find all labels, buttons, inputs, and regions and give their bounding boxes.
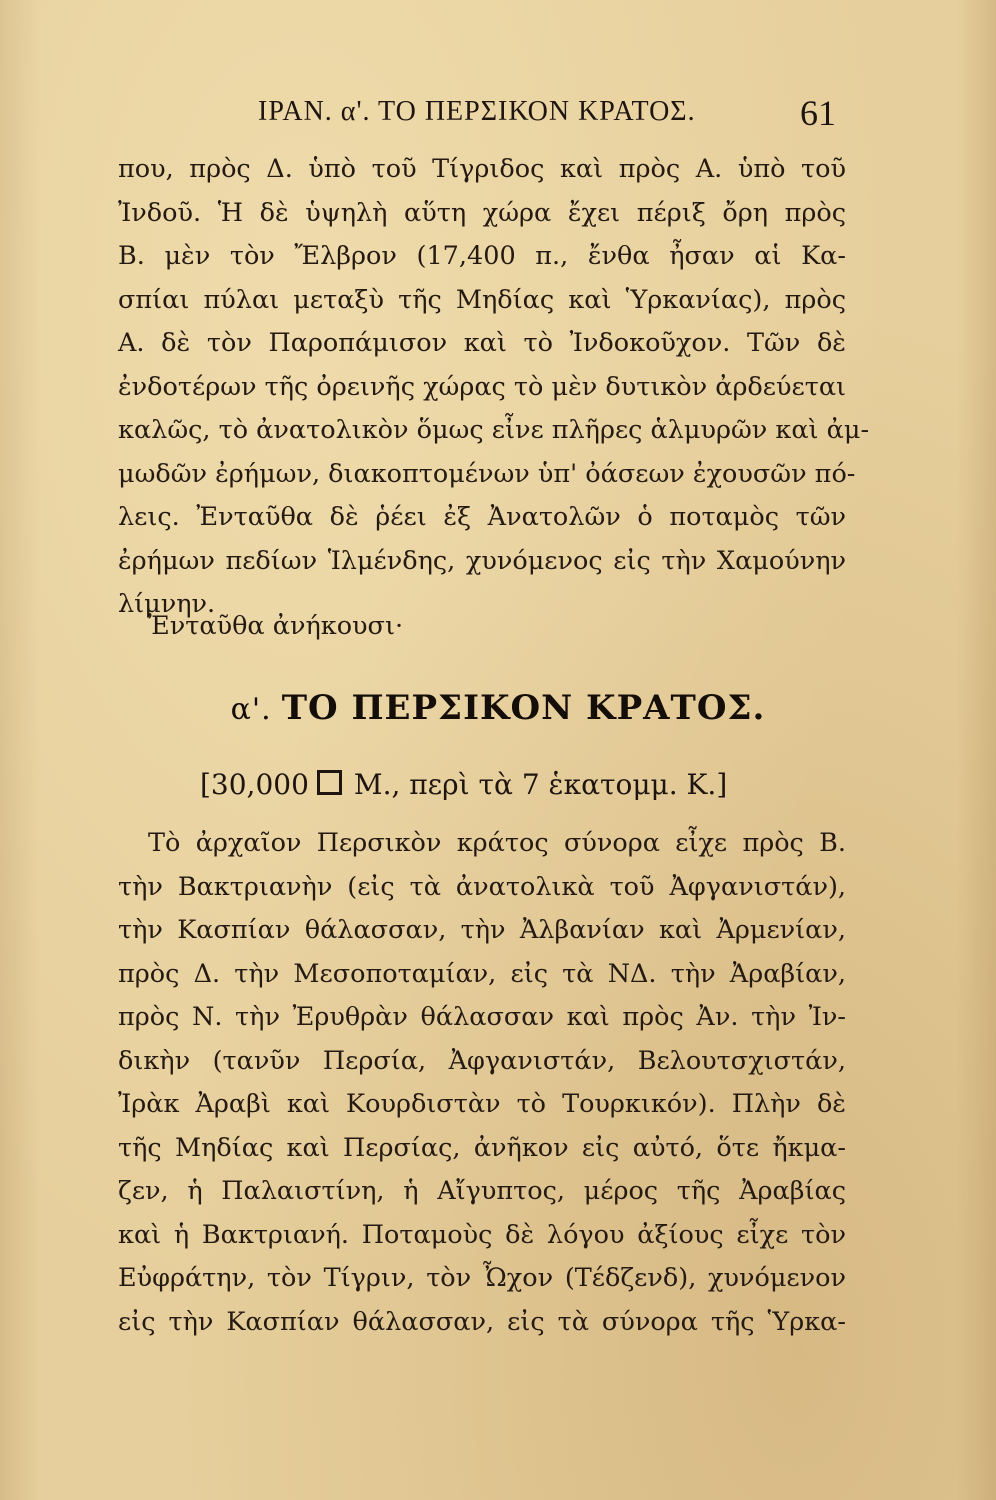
text-line: Τὸ ἀρχαῖον Περσικὸν κράτος σύνορα εἶχε πρὸς Β. (148, 828, 846, 858)
text-line: Ἰρὰκ Ἀραβὶ καὶ Κουρδιστὰν τὸ Τουρκικόν). Πλὴν δὲ (118, 1089, 846, 1119)
section-heading (0, 688, 996, 728)
area-population-line (200, 768, 727, 801)
section-title: ΤΟ ΠΕΡΣΙΚΟΝ ΚΡΑΤΟΣ. (281, 688, 766, 728)
text-line: που, πρὸς Δ. ὑπὸ τοῦ Τίγριδος καὶ πρὸς Α. ὑπὸ τοῦ (118, 154, 846, 184)
running-head: ΙΡΑΝ. α'. ΤΟ ΠΕΡΣΙΚΟΝ ΚΡΑΤΟΣ. (258, 96, 696, 127)
text-line: πρὸς Ν. τὴν Ἐρυθρὰν θάλασσαν καὶ πρὸς Ἀν. τὴν Ἰν- (118, 1002, 846, 1032)
text-line: τῆς Μηδίας καὶ Περσίας, ἀνῆκον εἰς αὐτό, ὅτε ἤκμα- (118, 1132, 846, 1163)
text-line: Ἐνταῦθα ἀνήκουσι· (148, 611, 404, 641)
text-line: πρὸς Δ. τὴν Μεσοποταμίαν, εἰς τὰ ΝΔ. τὴν Ἀραβίαν, (118, 958, 846, 989)
text-line: λεις. Ἐνταῦθα δὲ ῥέει ἐξ Ἀνατολῶν ὁ ποταμὸς τῶν (118, 502, 846, 532)
text-line: καλῶς, τὸ ἀνατολικὸν ὅμως εἶνε πλῆρες ἁλμυρῶν καὶ ἀμ- (118, 415, 870, 445)
text-line: σπίαι πύλαι μεταξὺ τῆς Μηδίας καὶ Ὑρκανίας), πρὸς (118, 284, 846, 315)
text-line: Α. δὲ τὸν Παροπάμισον καὶ τὸ Ἰνδοκοῦχον. Τῶν δὲ (118, 328, 846, 358)
area-value: [30,000 (200, 768, 309, 801)
page-number: 61 (800, 93, 836, 133)
paragraph-3 (118, 822, 846, 1344)
text-line: τὴν Κασπίαν θάλασσαν, τὴν Ἀλβανίαν καὶ Ἀρμενίαν, (118, 915, 846, 945)
paragraph-2 (118, 605, 846, 649)
text-line: εἰς τὴν Κασπίαν θάλασσαν, εἰς τὰ σύνορα τῆς Ὑρκα- (118, 1306, 846, 1337)
text-line: Ἰνδοῦ. Ἡ δὲ ὑψηλὴ αὕτη χώρα ἔχει πέριξ ὄρη πρὸς (118, 197, 846, 228)
text-line: ἐρήμων πεδίων Ἱλμένδης, χυνόμενος εἰς τὴν Χαμούνην (118, 545, 846, 576)
text-line: Εὐφράτην, τὸν Τίγριν, τὸν Ὦχον (Τέδζενδ), χυνόμενον (118, 1263, 846, 1293)
text-line: Β. μὲν τὸν Ἔλβρον (17,400 π., ἔνθα ἦσαν αἱ Κα- (118, 241, 846, 271)
text-line: μωδῶν ἐρήμων, διακοπτομένων ὑπ' ὀάσεων ἐχουσῶν πό- (118, 458, 856, 489)
paragraph-1 (118, 148, 870, 627)
area-unit-population: Μ., περὶ τὰ 7 ἑκατομμ. Κ.] (353, 768, 728, 801)
text-line: ἐνδοτέρων τῆς ὀρεινῆς χώρας τὸ μὲν δυτικὸν ἀρδεύεται (118, 371, 847, 402)
text-line: δικὴν (τανῦν Περσία, Ἀφγανιστάν, Βελουτσχιστάν, (118, 1045, 846, 1076)
text-line: καὶ ἡ Βακτριανή. Ποταμοὺς δὲ λόγου ἀξίους εἶχε τὸν (118, 1219, 846, 1250)
text-line: τὴν Βακτριανὴν (εἰς τὰ ἀνατολικὰ τοῦ Ἀφγανιστάν), (118, 871, 846, 902)
section-numeral: α'. (230, 692, 272, 727)
text-line: ζεν, ἡ Παλαιστίνη, ἡ Αἴγυπτος, μέρος τῆς Ἀραβίας (118, 1176, 846, 1206)
square-icon (317, 770, 342, 795)
text-line: λίμνην. (118, 589, 216, 619)
